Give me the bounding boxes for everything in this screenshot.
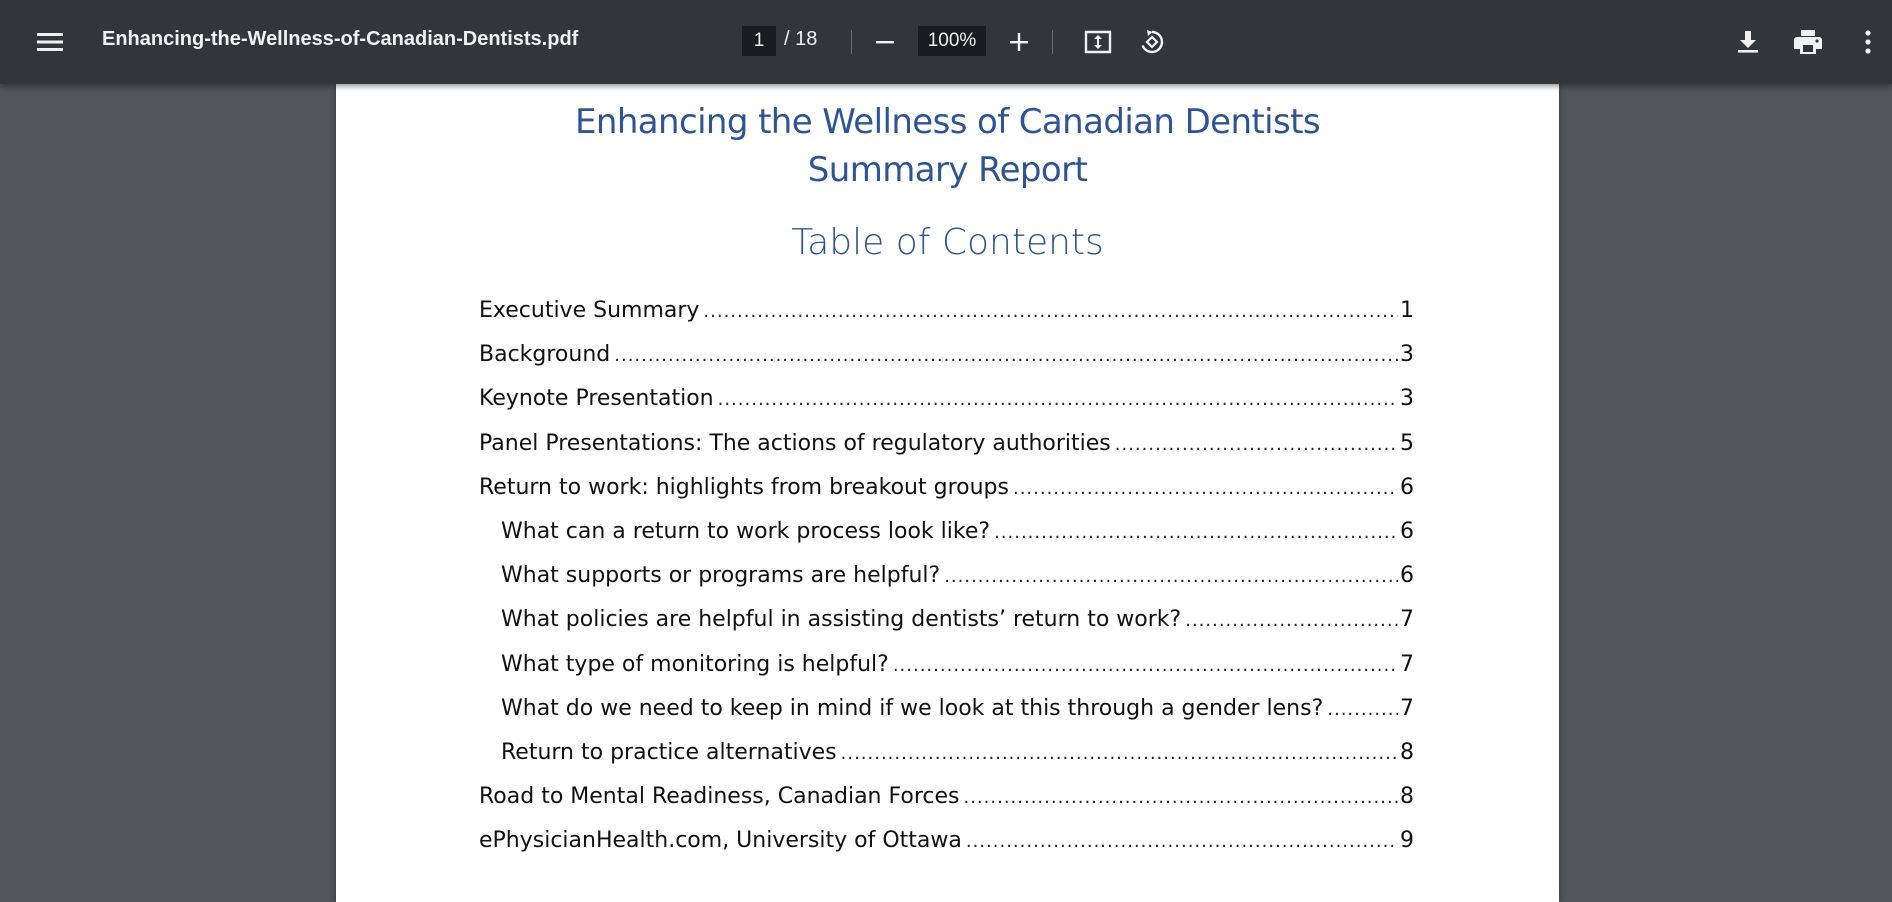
toc-leader-dots xyxy=(1115,434,1398,455)
toc-entry-label: What supports or programs are helpful? xyxy=(501,563,941,589)
toc-leader-dots xyxy=(841,743,1398,764)
zoom-out-button[interactable] xyxy=(863,20,907,64)
download-icon xyxy=(1737,30,1759,54)
toc-entry[interactable] xyxy=(501,607,1414,647)
plus-icon xyxy=(1009,32,1029,52)
toc-leader-dots xyxy=(994,522,1398,543)
rotate-icon xyxy=(1138,28,1166,56)
toc-entry[interactable] xyxy=(479,475,1414,515)
toc-entry-label: ePhysicianHealth.com, University of Ottawa xyxy=(479,828,962,854)
toc-entry[interactable] xyxy=(479,386,1414,426)
minus-icon xyxy=(875,32,895,52)
document-subtitle: Summary Report xyxy=(807,150,1088,190)
toolbar-divider xyxy=(1052,30,1053,54)
toc-entry-page: 3 xyxy=(1400,386,1414,412)
toc-leader-dots xyxy=(703,301,1398,322)
document-title: Enhancing the Wellness of Canadian Dentists xyxy=(575,102,1320,142)
toc-entry-label: Executive Summary xyxy=(479,298,700,323)
fit-to-page-icon xyxy=(1084,30,1112,54)
toc-entry[interactable] xyxy=(479,431,1414,471)
pdf-page xyxy=(336,84,1559,902)
page-number-input[interactable]: 1 xyxy=(742,26,776,56)
toc-entry-label: Background xyxy=(479,342,611,368)
toc-entry[interactable] xyxy=(479,298,1414,338)
toc-entry-page: 8 xyxy=(1400,784,1414,810)
toc-entry-page: 9 xyxy=(1400,828,1414,854)
toc-entry-label: Road to Mental Readiness, Canadian Forces xyxy=(479,784,960,810)
toc-entry-page: 6 xyxy=(1400,519,1414,544)
toc-entry-label: What can a return to work process look like? xyxy=(501,519,991,544)
print-button[interactable] xyxy=(1786,20,1830,64)
hamburger-menu-icon[interactable] xyxy=(28,20,72,64)
toc-entry-label: Panel Presentations: The actions of regulatory authorities xyxy=(479,430,1111,456)
toc-heading: Table of Contents xyxy=(791,222,1104,263)
toc-entry[interactable] xyxy=(501,740,1414,780)
zoom-level-input[interactable]: 100% xyxy=(918,26,986,56)
toc-leader-dots xyxy=(614,345,1398,366)
toc-entry-label: Keynote Presentation xyxy=(479,386,714,412)
toc-entry-label: What do we need to keep in mind if we look at this through a gender lens? xyxy=(501,695,1324,721)
toc-leader-dots xyxy=(893,655,1398,676)
download-button[interactable] xyxy=(1726,20,1770,64)
toc-entry-page: 1 xyxy=(1400,298,1414,323)
more-vert-icon xyxy=(1864,30,1872,54)
toc-leader-dots xyxy=(963,787,1398,808)
toc-entry-page: 3 xyxy=(1400,342,1414,368)
toc-entry[interactable] xyxy=(501,696,1414,736)
toc-entry[interactable] xyxy=(501,652,1414,692)
page-total: / 18 xyxy=(784,28,818,50)
toc-entry[interactable] xyxy=(501,519,1414,559)
toc-leader-dots xyxy=(718,389,1398,410)
toc-entry[interactable] xyxy=(479,342,1414,382)
toc-leader-dots xyxy=(1013,478,1398,499)
fit-to-page-button[interactable] xyxy=(1076,20,1120,64)
toc-entry-page: 6 xyxy=(1400,563,1414,589)
document-filename: Enhancing-the-Wellness-of-Canadian-Dentists.pdf xyxy=(102,28,579,50)
toc-entry-page: 7 xyxy=(1400,651,1414,677)
pdf-toolbar xyxy=(0,0,1892,84)
toc-entry-page: 5 xyxy=(1400,430,1414,456)
more-options-button[interactable] xyxy=(1846,20,1890,64)
toc-leader-dots xyxy=(1327,699,1398,720)
toc-leader-dots xyxy=(966,831,1398,852)
rotate-button[interactable] xyxy=(1130,20,1174,64)
zoom-in-button[interactable] xyxy=(997,20,1041,64)
toc-entry-label: Return to work: highlights from breakout groups xyxy=(479,474,1009,500)
toc-entry-label: Return to practice alternatives xyxy=(501,740,837,765)
toc-entry[interactable] xyxy=(501,563,1414,603)
toolbar-divider xyxy=(851,30,852,54)
toc-entry-label: What policies are helpful in assisting dentists’ return to work? xyxy=(501,607,1182,633)
toc-entry-page: 8 xyxy=(1400,740,1414,765)
toc-entry[interactable] xyxy=(479,784,1414,824)
toc-entry-page: 7 xyxy=(1400,607,1414,633)
toc-entry-label: What type of monitoring is helpful? xyxy=(501,651,889,677)
toc-leader-dots xyxy=(944,566,1398,587)
toc-entry-page: 6 xyxy=(1400,474,1414,500)
toc-leader-dots xyxy=(1185,610,1398,631)
toc-entry[interactable] xyxy=(479,828,1414,868)
toc-entry-page: 7 xyxy=(1400,695,1414,721)
print-icon xyxy=(1794,29,1822,55)
